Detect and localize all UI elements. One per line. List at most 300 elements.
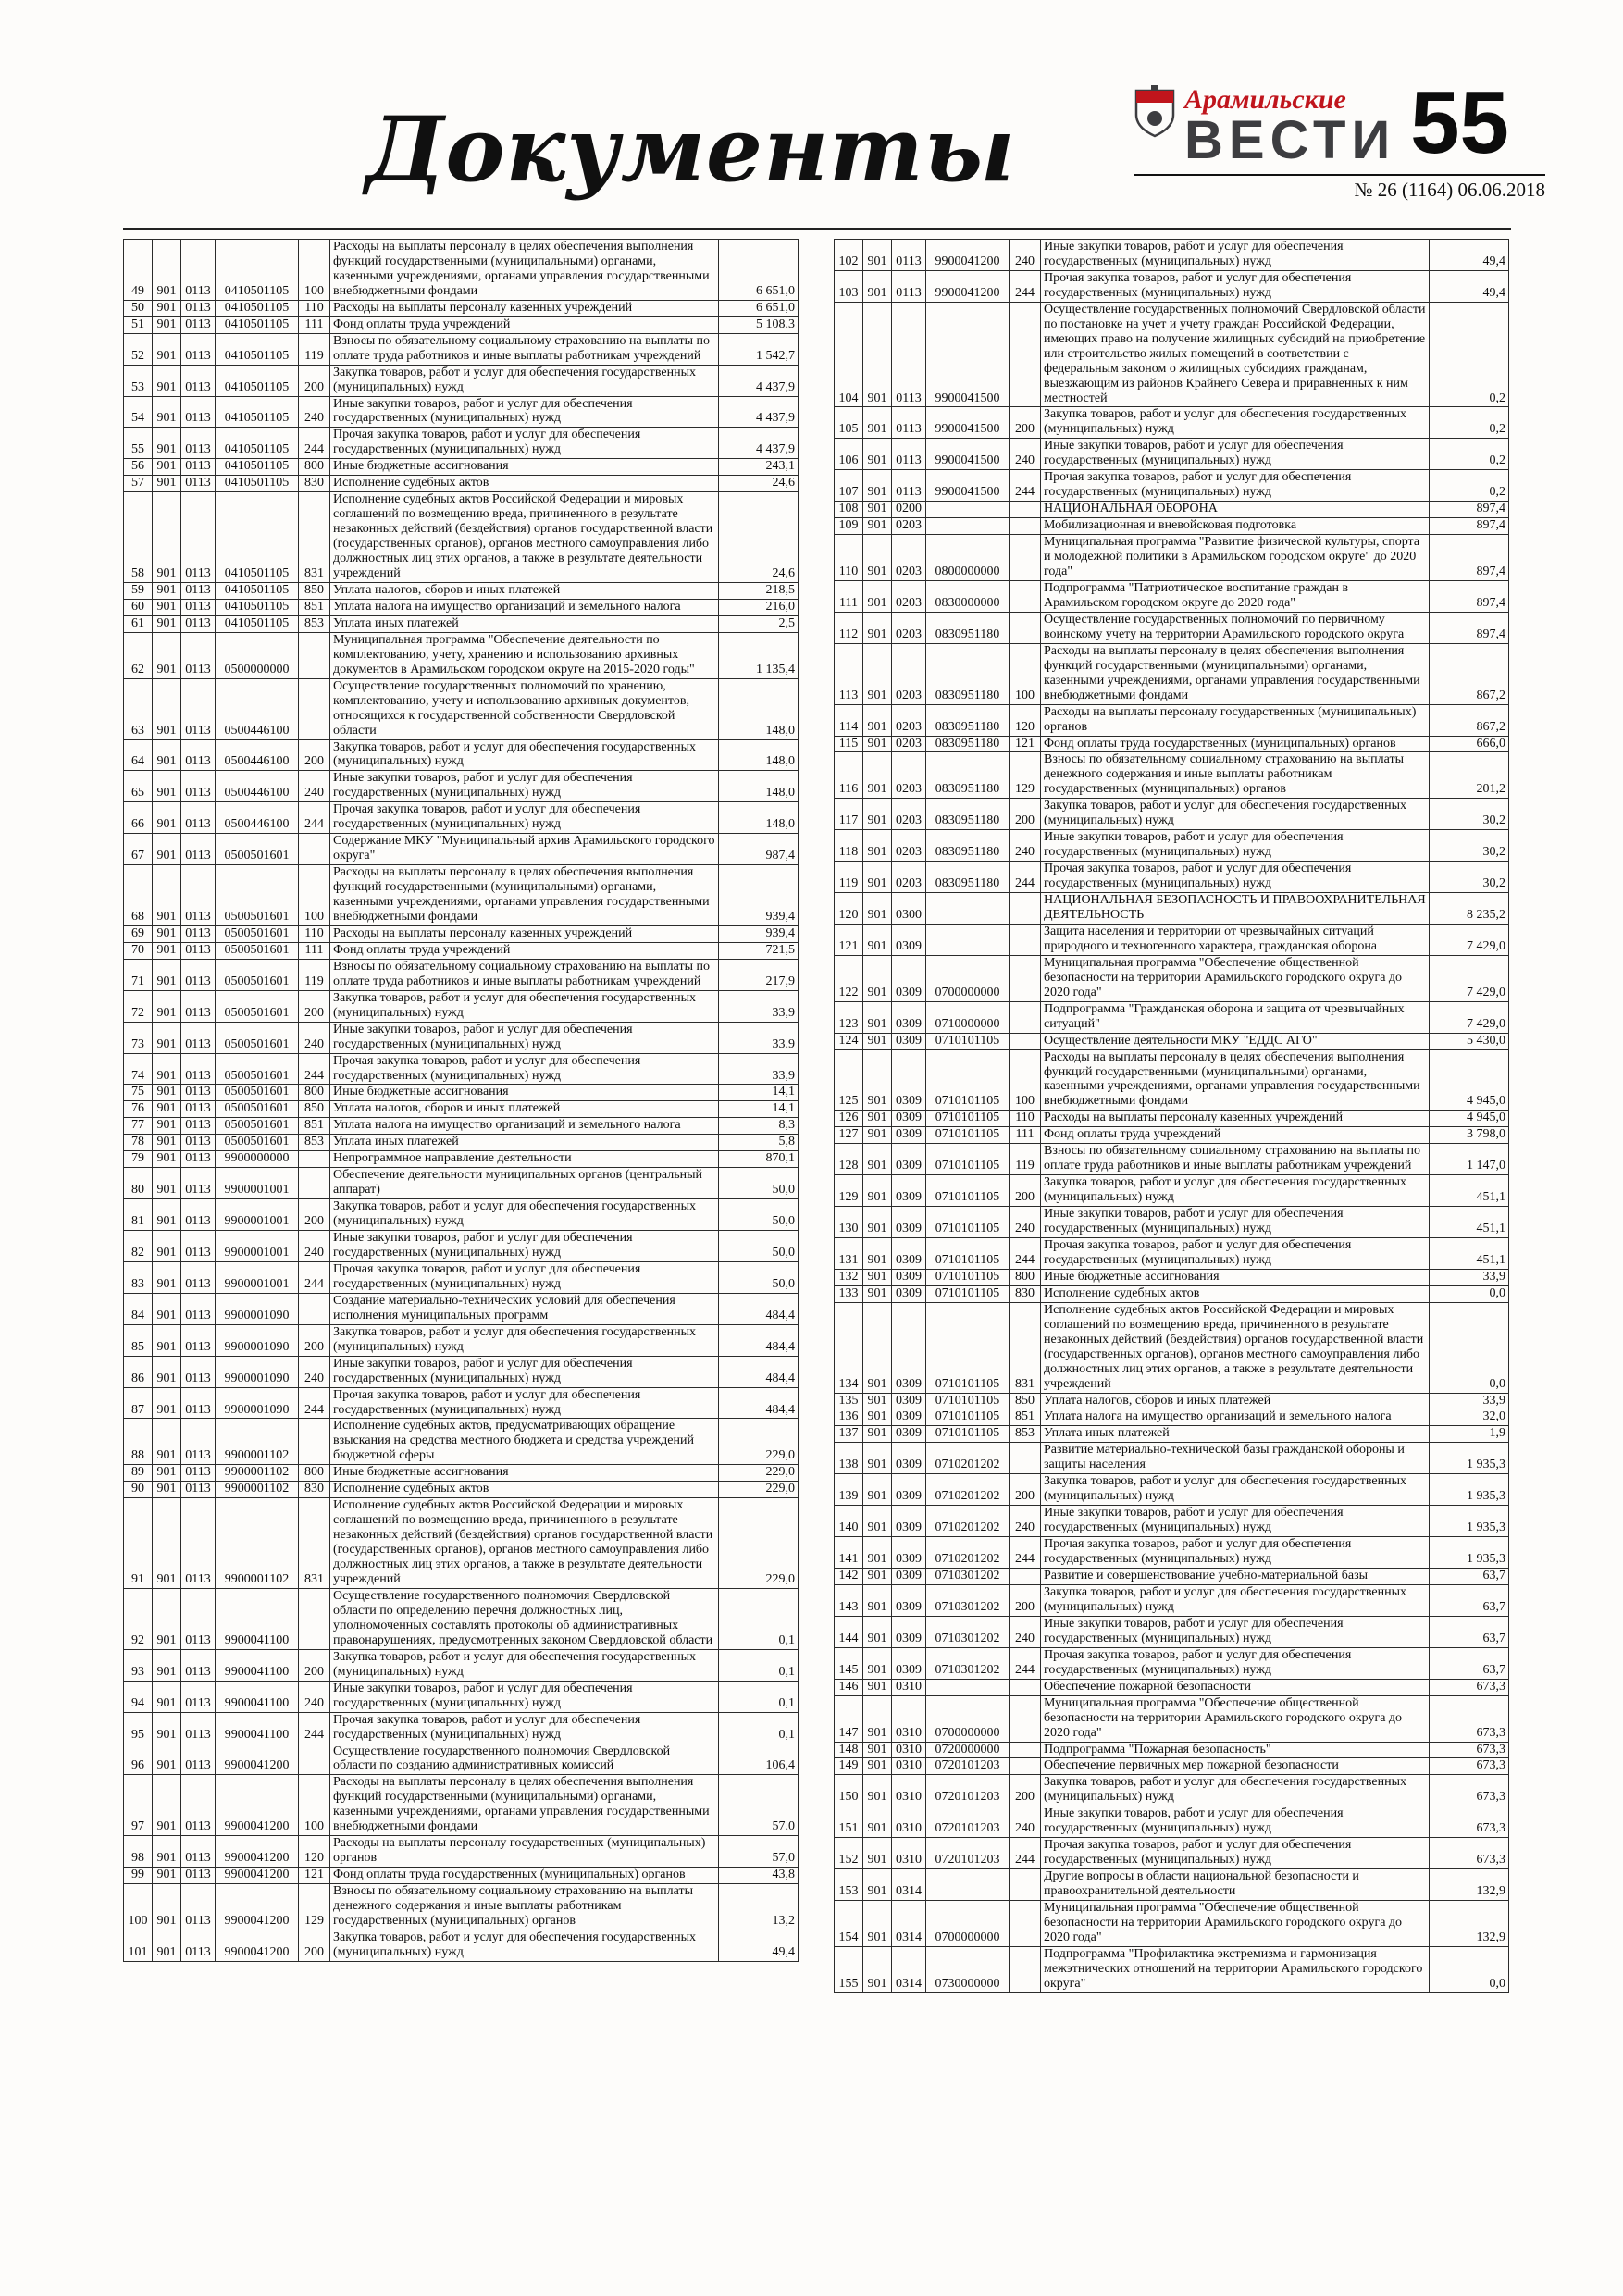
table-row — [835, 1474, 1509, 1506]
expense-type-cell: 244 — [1010, 862, 1041, 893]
amount-cell: 4 945,0 — [1430, 1111, 1509, 1127]
target-article-cell: 9900041100 — [216, 1681, 299, 1712]
grbs-code-cell: 901 — [863, 1001, 892, 1033]
row-number-cell: 126 — [835, 1111, 863, 1127]
target-article-cell: 0710301202 — [926, 1569, 1010, 1585]
target-article-cell: 9900001090 — [216, 1293, 299, 1324]
description-cell: Иные закупки товаров, работ и услуг для обеспечения государственных (муниципальных) нужд — [330, 1022, 719, 1053]
target-article-cell: 0700000000 — [926, 1695, 1010, 1742]
description-cell: Уплата налогов, сборов и иных платежей — [330, 1101, 719, 1118]
section-code-cell: 0113 — [181, 990, 216, 1022]
amount-cell: 201,2 — [1430, 752, 1509, 799]
grbs-code-cell: 901 — [153, 1387, 181, 1419]
section-code-cell: 0203 — [892, 518, 926, 535]
grbs-code-cell: 901 — [153, 492, 181, 583]
table-row — [124, 1324, 799, 1356]
expense-type-cell: 830 — [1010, 1285, 1041, 1302]
table-row — [835, 1695, 1509, 1742]
description-cell: Прочая закупка товаров, работ и услуг для обеспечения государственных (муниципальных) нужд — [1041, 862, 1430, 893]
table-row — [835, 502, 1509, 518]
expense-type-cell: 244 — [1010, 1838, 1041, 1869]
target-article-cell: 9900001090 — [216, 1387, 299, 1419]
row-number-cell: 87 — [124, 1387, 153, 1419]
section-code-cell: 0203 — [892, 830, 926, 862]
section-code-cell: 0113 — [181, 1199, 216, 1231]
expense-type-cell — [299, 1293, 330, 1324]
row-number-cell: 105 — [835, 407, 863, 439]
brand-name-main: ВЕСТИ — [1184, 109, 1396, 170]
expense-type-cell — [1010, 502, 1041, 518]
section-code-cell: 0113 — [181, 1498, 216, 1589]
row-number-cell: 138 — [835, 1443, 863, 1474]
table-row — [124, 865, 799, 926]
section-code-cell: 0113 — [181, 1324, 216, 1356]
target-article-cell: 9900001102 — [216, 1465, 299, 1482]
row-number-cell: 51 — [124, 316, 153, 333]
expense-type-cell: 851 — [299, 599, 330, 615]
description-cell: Закупка товаров, работ и услуг для обеспечения государственных (муниципальных) нужд — [330, 365, 719, 396]
table-row — [835, 1647, 1509, 1679]
expense-type-cell — [1010, 1901, 1041, 1947]
section-code-cell: 0309 — [892, 1049, 926, 1111]
grbs-code-cell: 901 — [863, 1409, 892, 1426]
table-row — [835, 1269, 1509, 1285]
target-article-cell: 9900001102 — [216, 1482, 299, 1498]
description-cell: Подпрограмма "Профилактика экстремизма и гармонизация межэтнических отношений на территории Арамильского городского округа" — [1041, 1946, 1430, 1992]
section-code-cell: 0309 — [892, 924, 926, 955]
table-row — [124, 582, 799, 599]
section-code-cell: 0113 — [181, 1151, 216, 1168]
table-row — [835, 1806, 1509, 1838]
target-article-cell: 0500501601 — [216, 865, 299, 926]
table-row — [124, 1588, 799, 1649]
row-number-cell: 63 — [124, 678, 153, 739]
table-row — [124, 333, 799, 365]
amount-cell: 30,2 — [1430, 862, 1509, 893]
description-cell: Прочая закупка товаров, работ и услуг для обеспечения государственных (муниципальных) нужд — [330, 1261, 719, 1293]
target-article-cell: 0410501105 — [216, 240, 299, 301]
description-cell: Прочая закупка товаров, работ и услуг для обеспечения государственных (муниципальных) нужд — [330, 1712, 719, 1744]
expense-type-cell: 830 — [299, 1482, 330, 1498]
row-number-cell: 140 — [835, 1506, 863, 1537]
section-code-cell: 0309 — [892, 1238, 926, 1270]
row-number-cell: 132 — [835, 1269, 863, 1285]
description-cell: Взносы по обязательному социальному страхованию на выплаты денежного содержания и иные выплаты работникам государственных (муниципальных) органов — [330, 1884, 719, 1930]
description-cell: Создание материально-технических условий для обеспечения исполнения муниципальных программ — [330, 1293, 719, 1324]
expense-type-cell: 240 — [1010, 240, 1041, 271]
grbs-code-cell: 901 — [153, 476, 181, 492]
description-cell: Уплата иных платежей — [1041, 1426, 1430, 1443]
grbs-code-cell: 901 — [863, 830, 892, 862]
grbs-code-cell: 901 — [863, 736, 892, 752]
row-number-cell: 68 — [124, 865, 153, 926]
table-row — [124, 316, 799, 333]
table-row — [124, 802, 799, 834]
row-number-cell: 104 — [835, 302, 863, 407]
target-article-cell: 0500446100 — [216, 802, 299, 834]
row-number-cell: 66 — [124, 802, 153, 834]
grbs-code-cell: 901 — [153, 1168, 181, 1199]
amount-cell: 673,3 — [1430, 1838, 1509, 1869]
row-number-cell: 118 — [835, 830, 863, 862]
table-row — [835, 1838, 1509, 1869]
description-cell: Развитие материально-технической базы гражданской обороны и защиты населения — [1041, 1443, 1430, 1474]
grbs-code-cell: 901 — [153, 1930, 181, 1961]
expense-type-cell: 240 — [299, 1231, 330, 1262]
description-cell: Иные закупки товаров, работ и услуг для обеспечения государственных (муниципальных) нужд — [1041, 240, 1430, 271]
amount-cell: 30,2 — [1430, 799, 1509, 830]
section-code-cell: 0309 — [892, 1409, 926, 1426]
section-code-cell: 0113 — [892, 439, 926, 470]
amount-cell: 5,8 — [719, 1135, 799, 1151]
target-article-cell: 9900001090 — [216, 1324, 299, 1356]
amount-cell: 1 935,3 — [1430, 1537, 1509, 1569]
table-row — [124, 1930, 799, 1961]
grbs-code-cell: 901 — [863, 1806, 892, 1838]
amount-cell: 451,1 — [1430, 1238, 1509, 1270]
grbs-code-cell: 901 — [153, 1482, 181, 1498]
expense-type-cell — [299, 834, 330, 865]
grbs-code-cell: 901 — [863, 1647, 892, 1679]
table-row — [124, 1293, 799, 1324]
amount-cell: 32,0 — [1430, 1409, 1509, 1426]
row-number-cell: 57 — [124, 476, 153, 492]
target-article-cell: 9900041100 — [216, 1712, 299, 1744]
section-code-cell: 0203 — [892, 612, 926, 643]
section-code-cell: 0310 — [892, 1742, 926, 1758]
expense-type-cell: 240 — [299, 1022, 330, 1053]
description-cell: Иные закупки товаров, работ и услуг для обеспечения государственных (муниципальных) нужд — [330, 1231, 719, 1262]
target-article-cell — [926, 924, 1010, 955]
section-code-cell: 0309 — [892, 1285, 926, 1302]
expense-type-cell: 853 — [299, 1135, 330, 1151]
amount-cell: 987,4 — [719, 834, 799, 865]
row-number-cell: 125 — [835, 1049, 863, 1111]
amount-cell: 0,2 — [1430, 439, 1509, 470]
table-row — [835, 535, 1509, 581]
amount-cell: 4 437,9 — [719, 365, 799, 396]
expense-type-cell: 240 — [1010, 830, 1041, 862]
amount-cell: 0,1 — [719, 1681, 799, 1712]
target-article-cell: 0710101105 — [926, 1409, 1010, 1426]
description-cell: Расходы на выплаты персоналу в целях обеспечения выполнения функций государственными (муниципальными) органами, казенными учреждениями, органами управления государственными внебюджетными фондами — [330, 865, 719, 926]
grbs-code-cell: 901 — [863, 1033, 892, 1049]
grbs-code-cell: 901 — [153, 1231, 181, 1262]
description-cell: Осуществление государственного полномочия Свердловской области по созданию административных комиссий — [330, 1744, 719, 1775]
target-article-cell: 9900041100 — [216, 1649, 299, 1681]
expense-type-cell — [299, 678, 330, 739]
row-number-cell: 102 — [835, 240, 863, 271]
row-number-cell: 148 — [835, 1742, 863, 1758]
section-code-cell: 0113 — [181, 678, 216, 739]
description-cell: Прочая закупка товаров, работ и услуг для обеспечения государственных (муниципальных) нужд — [1041, 1537, 1430, 1569]
newspaper-masthead — [1134, 73, 1545, 202]
expense-type-cell: 850 — [1010, 1393, 1041, 1409]
grbs-code-cell: 901 — [153, 1293, 181, 1324]
description-cell: Уплата налогов, сборов и иных платежей — [330, 582, 719, 599]
table-row — [124, 990, 799, 1022]
table-row — [124, 396, 799, 428]
target-article-cell: 0710101105 — [926, 1207, 1010, 1238]
expense-type-cell: 244 — [299, 428, 330, 459]
expense-type-cell: 800 — [299, 1085, 330, 1101]
expense-type-cell — [1010, 1679, 1041, 1695]
amount-cell: 673,3 — [1430, 1742, 1509, 1758]
description-cell: Расходы на выплаты персоналу государственных (муниципальных) органов — [1041, 704, 1430, 736]
amount-cell: 1 935,3 — [1430, 1443, 1509, 1474]
description-cell: Иные закупки товаров, работ и услуг для обеспечения государственных (муниципальных) нужд — [330, 1356, 719, 1387]
section-code-cell: 0113 — [181, 1868, 216, 1884]
row-number-cell: 151 — [835, 1806, 863, 1838]
description-cell: Иные бюджетные ассигнования — [330, 459, 719, 476]
target-article-cell: 9900001001 — [216, 1231, 299, 1262]
description-cell: Иные закупки товаров, работ и услуг для обеспечения государственных (муниципальных) нужд — [1041, 1616, 1430, 1647]
table-row — [835, 1049, 1509, 1111]
section-code-cell: 0309 — [892, 1175, 926, 1207]
description-cell: Прочая закупка товаров, работ и услуг для обеспечения государственных (муниципальных) нужд — [330, 1387, 719, 1419]
section-code-cell: 0113 — [181, 1387, 216, 1419]
row-number-cell: 116 — [835, 752, 863, 799]
row-number-cell: 94 — [124, 1681, 153, 1712]
target-article-cell: 0500501601 — [216, 1118, 299, 1135]
amount-cell: 5 108,3 — [719, 316, 799, 333]
grbs-code-cell: 901 — [153, 865, 181, 926]
expense-type-cell: 244 — [1010, 1238, 1041, 1270]
amount-cell: 33,9 — [719, 1022, 799, 1053]
expense-type-cell — [1010, 1946, 1041, 1992]
expense-type-cell: 244 — [1010, 1647, 1041, 1679]
expense-type-cell: 200 — [299, 365, 330, 396]
description-cell: Закупка товаров, работ и услуг для обеспечения государственных (муниципальных) нужд — [1041, 799, 1430, 830]
amount-cell: 2,5 — [719, 615, 799, 632]
section-code-cell: 0203 — [892, 799, 926, 830]
grbs-code-cell: 901 — [863, 470, 892, 502]
description-cell: Непрограммное направление деятельности — [330, 1151, 719, 1168]
section-code-cell: 0113 — [181, 959, 216, 990]
row-number-cell: 76 — [124, 1101, 153, 1118]
row-number-cell: 81 — [124, 1199, 153, 1231]
grbs-code-cell: 901 — [153, 1465, 181, 1482]
table-row — [124, 476, 799, 492]
expense-type-cell: 200 — [1010, 799, 1041, 830]
description-cell: Взносы по обязательному социальному страхованию на выплаты по оплате труда работников и иные выплаты работникам учреждений — [330, 333, 719, 365]
grbs-code-cell: 901 — [153, 1884, 181, 1930]
target-article-cell: 0710101105 — [926, 1175, 1010, 1207]
target-article-cell: 0710101105 — [926, 1111, 1010, 1127]
target-article-cell: 0410501105 — [216, 333, 299, 365]
grbs-code-cell: 901 — [863, 1127, 892, 1144]
amount-cell: 50,0 — [719, 1231, 799, 1262]
expense-type-cell: 120 — [1010, 704, 1041, 736]
target-article-cell: 0500501601 — [216, 1085, 299, 1101]
row-number-cell: 149 — [835, 1758, 863, 1775]
table-row — [835, 240, 1509, 271]
section-code-cell: 0309 — [892, 1393, 926, 1409]
expense-type-cell: 244 — [299, 1712, 330, 1744]
section-code-cell: 0310 — [892, 1838, 926, 1869]
target-article-cell: 0710101105 — [926, 1049, 1010, 1111]
table-row — [835, 736, 1509, 752]
row-number-cell: 69 — [124, 925, 153, 942]
table-row — [835, 407, 1509, 439]
expense-type-cell: 200 — [1010, 1775, 1041, 1806]
section-code-cell: 0113 — [181, 1101, 216, 1118]
expense-type-cell — [1010, 1569, 1041, 1585]
grbs-code-cell: 901 — [863, 439, 892, 470]
city-crest-icon — [1134, 85, 1176, 139]
target-article-cell: 0710000000 — [926, 1001, 1010, 1033]
target-article-cell: 0500501601 — [216, 925, 299, 942]
grbs-code-cell: 901 — [863, 643, 892, 704]
amount-cell: 1 935,3 — [1430, 1474, 1509, 1506]
expense-type-cell: 830 — [299, 476, 330, 492]
grbs-code-cell: 901 — [863, 502, 892, 518]
section-code-cell: 0113 — [181, 1884, 216, 1930]
expense-type-cell: 851 — [299, 1118, 330, 1135]
amount-cell: 484,4 — [719, 1356, 799, 1387]
expense-type-cell: 200 — [1010, 1584, 1041, 1616]
grbs-code-cell: 901 — [863, 1679, 892, 1695]
section-code-cell: 0113 — [892, 240, 926, 271]
table-row — [835, 1111, 1509, 1127]
target-article-cell: 9900041500 — [926, 439, 1010, 470]
target-article-cell: 0720000000 — [926, 1742, 1010, 1758]
table-row — [124, 240, 799, 301]
target-article-cell: 0830951180 — [926, 862, 1010, 893]
expense-type-cell: 121 — [299, 1868, 330, 1884]
description-cell: Иные закупки товаров, работ и услуг для обеспечения государственных (муниципальных) нужд — [1041, 830, 1430, 862]
grbs-code-cell: 901 — [863, 240, 892, 271]
amount-cell: 49,4 — [719, 1930, 799, 1961]
expense-type-cell — [1010, 1758, 1041, 1775]
amount-cell: 0,0 — [1430, 1302, 1509, 1393]
brand-text — [1184, 84, 1396, 170]
row-number-cell: 143 — [835, 1584, 863, 1616]
expense-type-cell: 240 — [1010, 1506, 1041, 1537]
row-number-cell: 78 — [124, 1135, 153, 1151]
target-article-cell: 0720101203 — [926, 1758, 1010, 1775]
expense-type-cell: 119 — [299, 959, 330, 990]
section-code-cell: 0309 — [892, 1302, 926, 1393]
grbs-code-cell: 901 — [153, 1135, 181, 1151]
amount-cell: 6 651,0 — [719, 300, 799, 316]
description-cell: Исполнение судебных актов Российской Федерации и мировых соглашений по возмещению вреда, причиненного в результате незаконных действий (бездействия) органов государственной власти (государственных органов), органов местного самоуправления либо должностных лиц этих органов, а также в результате деятельности учреждений — [330, 1498, 719, 1589]
description-cell: Иные закупки товаров, работ и услуг для обеспечения государственных (муниципальных) нужд — [330, 396, 719, 428]
description-cell: Закупка товаров, работ и услуг для обеспечения государственных (муниципальных) нужд — [330, 739, 719, 771]
table-row — [835, 1742, 1509, 1758]
section-code-cell: 0113 — [181, 1231, 216, 1262]
row-number-cell: 142 — [835, 1569, 863, 1585]
amount-cell: 0,2 — [1430, 470, 1509, 502]
target-article-cell: 0410501105 — [216, 365, 299, 396]
table-row — [124, 492, 799, 583]
target-article-cell: 9900041100 — [216, 1588, 299, 1649]
description-cell: Уплата налога на имущество организаций и земельного налога — [330, 1118, 719, 1135]
description-cell: Взносы по обязательному социальному страхованию на выплаты денежного содержания и иные выплаты работникам государственных (муниципальных) органов — [1041, 752, 1430, 799]
description-cell: Прочая закупка товаров, работ и услуг для обеспечения государственных (муниципальных) нужд — [330, 802, 719, 834]
target-article-cell: 9900041500 — [926, 302, 1010, 407]
amount-cell: 870,1 — [719, 1151, 799, 1168]
row-number-cell: 65 — [124, 771, 153, 802]
row-number-cell: 93 — [124, 1649, 153, 1681]
amount-cell: 0,1 — [719, 1649, 799, 1681]
expense-type-cell — [299, 632, 330, 678]
expense-type-cell: 200 — [299, 990, 330, 1022]
section-code-cell: 0113 — [181, 1775, 216, 1836]
grbs-code-cell: 901 — [153, 1356, 181, 1387]
grbs-code-cell: 901 — [863, 1869, 892, 1901]
section-code-cell: 0113 — [181, 1293, 216, 1324]
expense-type-cell — [1010, 924, 1041, 955]
table-row — [124, 1744, 799, 1775]
description-cell: Исполнение судебных актов — [330, 476, 719, 492]
target-article-cell: 0800000000 — [926, 535, 1010, 581]
section-code-cell: 0309 — [892, 1033, 926, 1049]
description-cell: Осуществление деятельности МКУ "ЕДДС АГО" — [1041, 1033, 1430, 1049]
row-number-cell: 85 — [124, 1324, 153, 1356]
grbs-code-cell: 901 — [153, 632, 181, 678]
target-article-cell: 9900041500 — [926, 470, 1010, 502]
grbs-code-cell: 901 — [153, 240, 181, 301]
expense-type-cell: 850 — [299, 1101, 330, 1118]
amount-cell: 673,3 — [1430, 1806, 1509, 1838]
amount-cell: 33,9 — [719, 990, 799, 1022]
amount-cell: 7 429,0 — [1430, 924, 1509, 955]
target-article-cell: 0830951180 — [926, 612, 1010, 643]
table-row — [124, 1868, 799, 1884]
section-code-cell: 0309 — [892, 1001, 926, 1033]
grbs-code-cell: 901 — [153, 582, 181, 599]
grbs-code-cell: 901 — [153, 1868, 181, 1884]
table-row — [835, 1426, 1509, 1443]
table-row — [835, 1033, 1509, 1049]
row-number-cell: 52 — [124, 333, 153, 365]
expense-type-cell: 244 — [1010, 1537, 1041, 1569]
description-cell: Фонд оплаты труда учреждений — [1041, 1127, 1430, 1144]
row-number-cell: 86 — [124, 1356, 153, 1387]
amount-cell: 673,3 — [1430, 1695, 1509, 1742]
section-code-cell: 0113 — [181, 1681, 216, 1712]
row-number-cell: 155 — [835, 1946, 863, 1992]
description-cell: Подпрограмма "Патриотическое воспитание граждан в Арамильском городском округе до 2020 года" — [1041, 580, 1430, 612]
expense-type-cell: 200 — [299, 739, 330, 771]
table-row — [835, 830, 1509, 862]
section-code-cell: 0310 — [892, 1695, 926, 1742]
row-number-cell: 71 — [124, 959, 153, 990]
row-number-cell: 89 — [124, 1465, 153, 1482]
row-number-cell: 147 — [835, 1695, 863, 1742]
row-number-cell: 70 — [124, 942, 153, 959]
target-article-cell — [926, 893, 1010, 925]
description-cell: Муниципальная программа "Развитие физической культуры, спорта и молодежной политики в Арамильском городском округе" до 2020 года" — [1041, 535, 1430, 581]
expense-type-cell: 200 — [299, 1324, 330, 1356]
table-row — [124, 1419, 799, 1465]
amount-cell: 1 542,7 — [719, 333, 799, 365]
grbs-code-cell: 901 — [863, 1175, 892, 1207]
expense-type-cell — [1010, 580, 1041, 612]
amount-cell: 8 235,2 — [1430, 893, 1509, 925]
target-article-cell: 0730000000 — [926, 1946, 1010, 1992]
grbs-code-cell: 901 — [863, 1285, 892, 1302]
description-cell: Исполнение судебных актов Российской Федерации и мировых соглашений по возмещению вреда, причиненного в результате незаконных действий (бездействия) органов государственной власти (государственных органов), органов местного самоуправления либо должностных лиц этих органов, а также в результате деятельности учреждений — [330, 492, 719, 583]
row-number-cell: 59 — [124, 582, 153, 599]
table-row — [835, 1409, 1509, 1426]
target-article-cell: 0410501105 — [216, 476, 299, 492]
row-number-cell: 60 — [124, 599, 153, 615]
target-article-cell: 0410501105 — [216, 396, 299, 428]
amount-cell: 1 147,0 — [1430, 1144, 1509, 1175]
target-article-cell: 0500501601 — [216, 834, 299, 865]
